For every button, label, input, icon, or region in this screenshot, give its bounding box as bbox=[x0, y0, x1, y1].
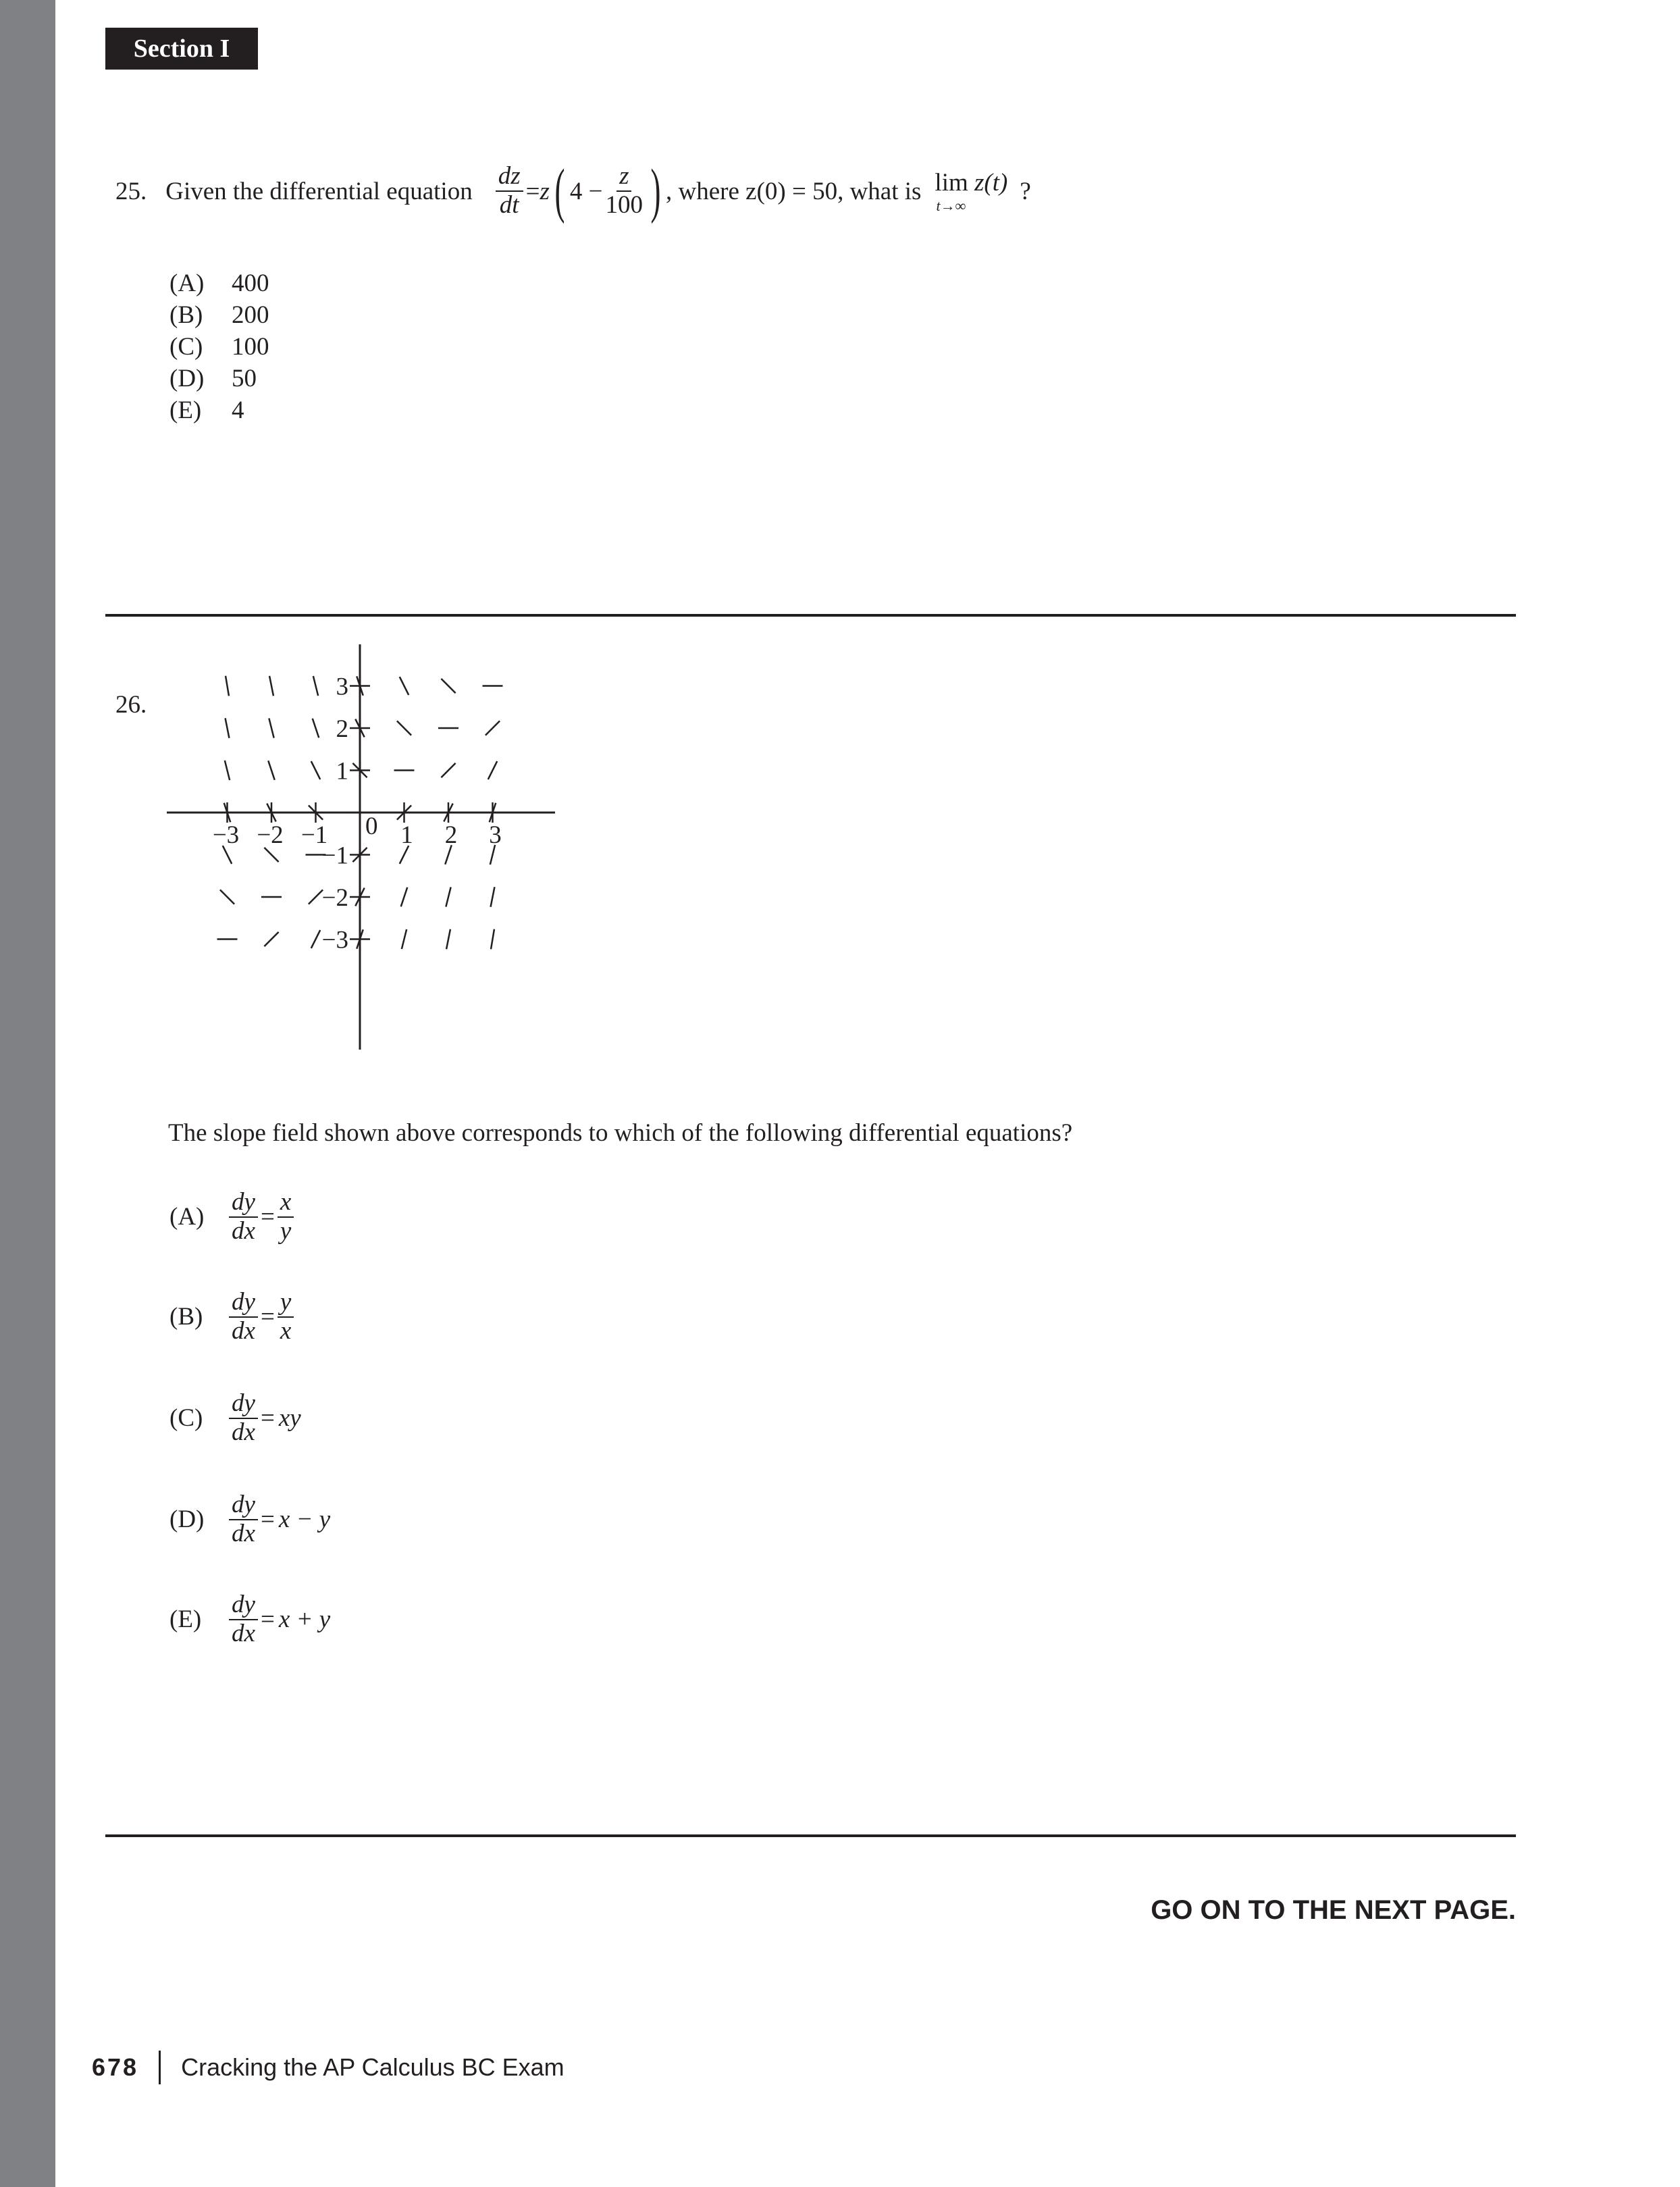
numerator: y bbox=[278, 1289, 294, 1318]
y-tick-label: 2 bbox=[336, 715, 348, 743]
option-text: 400 bbox=[232, 269, 269, 297]
option-label: (E) bbox=[169, 396, 202, 424]
question-prompt: The slope field shown above corresponds to which of the following differential equations? bbox=[168, 1119, 1073, 1147]
y-tick-label: −3 bbox=[321, 926, 348, 954]
slope-segment bbox=[402, 929, 406, 949]
rhs: x + y bbox=[278, 1605, 331, 1634]
slope-segment bbox=[441, 679, 455, 693]
denominator: dx bbox=[232, 1418, 255, 1446]
slope-segment bbox=[485, 721, 500, 735]
equals: = bbox=[260, 1303, 275, 1331]
question-prefix: Given the differential equation bbox=[165, 177, 473, 205]
option-text: 4 bbox=[232, 396, 244, 424]
option-text: 50 bbox=[232, 365, 257, 392]
right-paren: ) bbox=[650, 157, 661, 224]
equals: = bbox=[260, 1404, 275, 1433]
slope-segment bbox=[268, 761, 274, 779]
page-number: 678 bbox=[92, 2053, 139, 2081]
x-tick-label: 3 bbox=[489, 821, 502, 849]
y-tick-label: −2 bbox=[321, 884, 348, 912]
option-label: (E) bbox=[169, 1605, 202, 1634]
equals: = bbox=[260, 1605, 275, 1634]
y-tick-label: −1 bbox=[321, 842, 348, 870]
option-c[interactable] bbox=[169, 1390, 301, 1446]
slope-segment bbox=[311, 761, 320, 779]
option-d[interactable] bbox=[169, 1491, 330, 1547]
four-minus: 4 − bbox=[569, 177, 603, 205]
equals: = bbox=[525, 177, 540, 205]
denominator: dt bbox=[499, 191, 519, 219]
x-tick-label: −3 bbox=[212, 821, 240, 849]
numerator: dy bbox=[229, 1491, 258, 1520]
option-label: (C) bbox=[169, 333, 203, 361]
slope-segment bbox=[446, 929, 450, 949]
rhs-fraction bbox=[278, 1189, 294, 1245]
numerator: dz bbox=[496, 163, 523, 192]
slope-segment bbox=[225, 761, 230, 780]
y-tick-label: 3 bbox=[336, 673, 348, 701]
slope-segment bbox=[220, 890, 234, 904]
denominator: y bbox=[280, 1216, 292, 1245]
denominator: dx bbox=[232, 1519, 255, 1547]
slope-field bbox=[0, 0, 1680, 1081]
derivative-fraction bbox=[229, 1491, 258, 1547]
option-label: (D) bbox=[169, 365, 205, 392]
lim-arg: z(t) bbox=[974, 168, 1008, 197]
numerator: dy bbox=[229, 1390, 258, 1419]
divider bbox=[105, 1834, 1516, 1837]
slope-segment bbox=[309, 890, 323, 904]
denominator: 100 bbox=[605, 191, 644, 219]
denominator: dx bbox=[232, 1216, 255, 1245]
option-b[interactable] bbox=[169, 1289, 296, 1345]
derivative-fraction bbox=[229, 1189, 258, 1245]
footer-separator bbox=[159, 2051, 161, 2084]
y-tick-label: 1 bbox=[336, 757, 348, 786]
slope-segment bbox=[313, 719, 319, 738]
option-text: 200 bbox=[232, 301, 269, 329]
var-z: z bbox=[540, 177, 550, 205]
slope-segment bbox=[488, 761, 497, 779]
question-mark: ? bbox=[1020, 177, 1031, 205]
numerator: dy bbox=[229, 1189, 258, 1218]
left-paren: ( bbox=[554, 157, 565, 224]
footer bbox=[92, 2051, 565, 2084]
slope-segment bbox=[400, 677, 409, 695]
slope-segment bbox=[264, 932, 278, 946]
option-label: (B) bbox=[169, 1303, 203, 1331]
option-label: (D) bbox=[169, 1506, 205, 1534]
slope-segment bbox=[264, 848, 278, 862]
rhs: x − y bbox=[278, 1506, 331, 1534]
slope-segment bbox=[311, 930, 320, 948]
slope-segment bbox=[441, 763, 455, 777]
section-label: Section I bbox=[105, 28, 258, 70]
slope-segment bbox=[313, 676, 318, 696]
option-label: (C) bbox=[169, 1404, 203, 1433]
numerator: dy bbox=[229, 1289, 258, 1318]
option-label: (A) bbox=[169, 269, 205, 297]
slope-segment bbox=[491, 887, 495, 906]
origin-label: 0 bbox=[365, 813, 378, 840]
lim-text: lim bbox=[935, 168, 968, 197]
derivative-fraction bbox=[229, 1390, 258, 1446]
slope-segment bbox=[269, 718, 273, 738]
x-tick-label: −1 bbox=[300, 821, 328, 849]
option-text: 100 bbox=[232, 333, 269, 361]
option-e[interactable] bbox=[169, 1591, 330, 1647]
slope-segment bbox=[491, 929, 494, 950]
denominator: dx bbox=[232, 1316, 255, 1345]
rhs: xy bbox=[278, 1404, 301, 1433]
option-label: (A) bbox=[169, 1203, 205, 1231]
equals: = bbox=[260, 1506, 275, 1534]
book-title: Cracking the AP Calculus BC Exam bbox=[181, 2053, 565, 2081]
option-label: (B) bbox=[169, 301, 203, 329]
x-tick-label: 1 bbox=[400, 821, 413, 849]
rhs-fraction bbox=[278, 1289, 294, 1345]
question-middle: , where z(0) = 50, what is bbox=[666, 177, 922, 205]
numerator: dy bbox=[229, 1591, 258, 1620]
denominator: x bbox=[280, 1316, 292, 1345]
lim-subscript: t→∞ bbox=[936, 197, 966, 214]
question-number: 25. bbox=[115, 177, 147, 205]
slope-segment bbox=[446, 887, 450, 906]
slope-segment bbox=[269, 676, 273, 696]
numerator: x bbox=[278, 1189, 294, 1218]
derivative-fraction bbox=[229, 1289, 258, 1345]
slope-segment bbox=[401, 887, 407, 906]
equals: = bbox=[260, 1203, 275, 1231]
x-tick-label: −2 bbox=[257, 821, 284, 849]
option-a[interactable] bbox=[169, 1189, 296, 1245]
numerator: z bbox=[616, 163, 631, 192]
slope-segment bbox=[226, 676, 229, 696]
question-number: 26. bbox=[115, 691, 147, 719]
slope-segment bbox=[397, 721, 411, 735]
derivative-fraction bbox=[229, 1591, 258, 1647]
denominator: dx bbox=[232, 1619, 255, 1647]
x-tick-label: 2 bbox=[444, 821, 458, 849]
go-on-notice: GO ON TO THE NEXT PAGE. bbox=[1151, 1895, 1516, 1925]
slope-segment bbox=[226, 718, 230, 738]
